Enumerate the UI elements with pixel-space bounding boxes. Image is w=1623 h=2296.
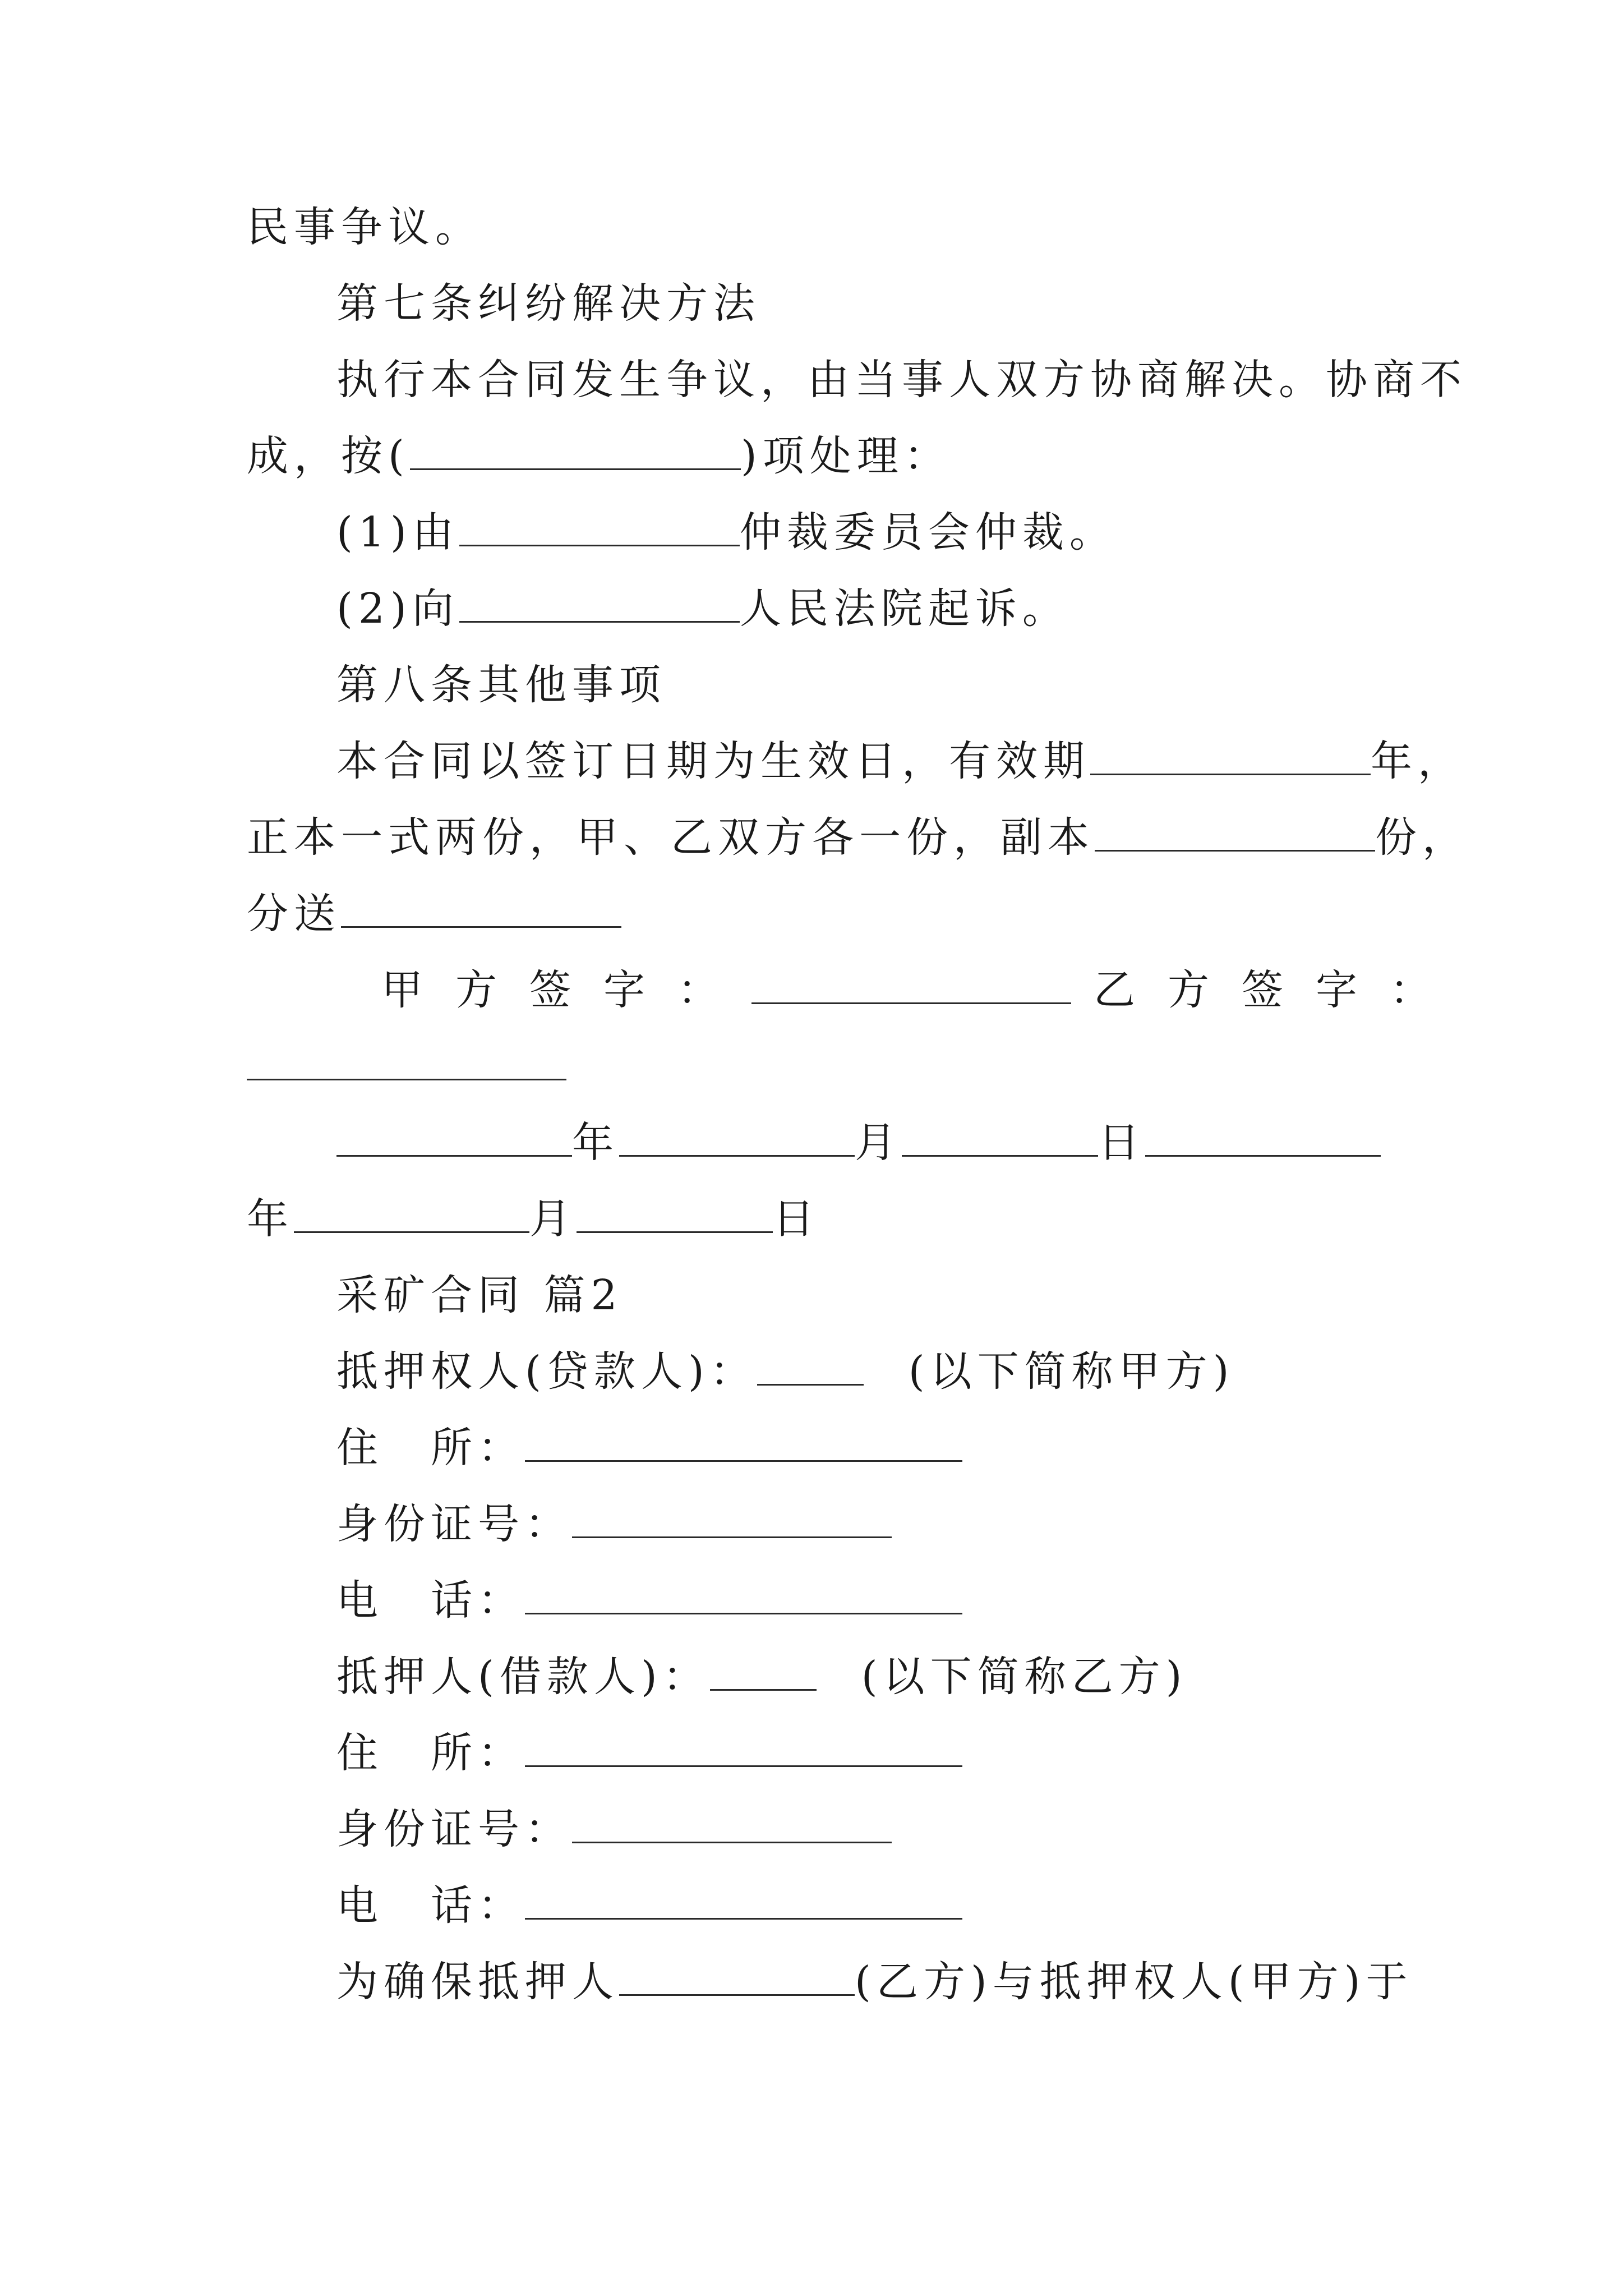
phone-line: [336, 1867, 1399, 1944]
text: 第七条纠纷解决方法: [336, 279, 760, 328]
text: 采矿合同 篇2: [336, 1271, 623, 1319]
text: 身份证号：: [336, 1805, 572, 1853]
text-line: [336, 570, 1399, 647]
text: 份，: [1375, 813, 1469, 862]
signature-line: [381, 952, 1464, 1028]
section-heading-article-8: [336, 647, 1399, 723]
text: 执行本合同发生争议，由当事人双方协商解决。协商不: [336, 356, 1467, 404]
fill-in-blank[interactable]: [410, 435, 741, 470]
fill-in-blank[interactable]: [1090, 740, 1371, 775]
id-number-blank[interactable]: [572, 1808, 892, 1843]
text: 年，: [1371, 737, 1465, 785]
text: 本合同以签订日期为生效日，有效期: [336, 737, 1090, 785]
text-line: [336, 494, 1399, 570]
text: 日: [773, 1195, 820, 1243]
text: 电 话：: [336, 1576, 525, 1625]
text: (以下简称甲方): [908, 1347, 1235, 1396]
text: (1)由: [336, 508, 459, 556]
address-line: [336, 1715, 1399, 1791]
text: 仲裁委员会仲裁。: [739, 508, 1117, 556]
text-line: [336, 1944, 1413, 2020]
text: 抵押权人(贷款人)：: [336, 1347, 757, 1396]
year-blank[interactable]: [1145, 1121, 1381, 1157]
fill-in-blank[interactable]: [619, 1961, 855, 1996]
text: 人民法院起诉。: [739, 585, 1069, 633]
fill-in-blank[interactable]: [459, 587, 740, 623]
text-line: [336, 723, 1465, 799]
text: (乙方)与抵押权人(甲方)于: [855, 1958, 1413, 2006]
year-blank[interactable]: [336, 1121, 572, 1157]
text: (2)向: [336, 585, 459, 633]
fill-in-blank[interactable]: [1095, 816, 1375, 852]
day-blank[interactable]: [902, 1121, 1098, 1157]
text-line: [247, 799, 1469, 876]
fill-in-blank[interactable]: [710, 1655, 817, 1691]
text: 为确保抵押人: [336, 1958, 619, 2006]
signature-continuation: [247, 1028, 1399, 1105]
text: (以下简称乙方): [861, 1653, 1188, 1701]
party-a-signature-blank[interactable]: [751, 969, 1071, 1004]
text: 年: [247, 1195, 294, 1243]
text: 身份证号：: [336, 1500, 572, 1548]
text: 住 所：: [336, 1729, 525, 1777]
text: 分送: [247, 890, 341, 938]
text: 月: [855, 1119, 902, 1167]
text-line: [247, 418, 1399, 494]
address-blank[interactable]: [525, 1427, 962, 1462]
party-b-signature-label: 乙方签字：: [1094, 966, 1464, 1014]
text: 正本一式两份，甲、乙双方各一份，副本: [247, 813, 1095, 862]
month-blank[interactable]: [294, 1198, 529, 1233]
id-number-blank[interactable]: [572, 1503, 892, 1538]
text: 第八条其他事项: [336, 661, 666, 709]
text: )项处理：: [740, 432, 951, 480]
phone-blank[interactable]: [525, 1579, 962, 1614]
text: 日: [1098, 1119, 1145, 1167]
id-number-line: [336, 1486, 1399, 1562]
text: 抵押人(借款人)：: [336, 1653, 710, 1701]
text: 民事争议。: [247, 203, 482, 251]
date-line: [336, 1105, 1399, 1181]
id-number-line: [336, 1791, 1399, 1867]
text: 年: [572, 1119, 619, 1167]
fill-in-blank[interactable]: [459, 511, 740, 546]
phone-line: [336, 1562, 1399, 1639]
party-a-signature-label: 甲方签字：: [381, 966, 751, 1014]
section-title-part-2: [336, 1257, 1399, 1333]
address-blank[interactable]: [525, 1732, 962, 1767]
fill-in-blank[interactable]: [757, 1350, 864, 1386]
day-blank[interactable]: [577, 1198, 773, 1233]
text-line: [247, 189, 1399, 265]
phone-blank[interactable]: [525, 1884, 962, 1920]
text: 月: [529, 1195, 577, 1243]
text-line: [247, 876, 1399, 952]
party-b-signature-blank[interactable]: [247, 1045, 566, 1080]
month-blank[interactable]: [619, 1121, 855, 1157]
text-line: [336, 342, 1467, 418]
section-heading-article-7: [336, 265, 1399, 342]
text: 电 话：: [336, 1881, 525, 1930]
text: 住 所：: [336, 1424, 525, 1472]
text: 成，按(: [247, 432, 410, 480]
address-line: [336, 1410, 1399, 1486]
mortgagor-line: [336, 1639, 1399, 1715]
date-line: [247, 1181, 1399, 1257]
fill-in-blank[interactable]: [341, 892, 621, 928]
mortgagee-line: [336, 1333, 1399, 1410]
